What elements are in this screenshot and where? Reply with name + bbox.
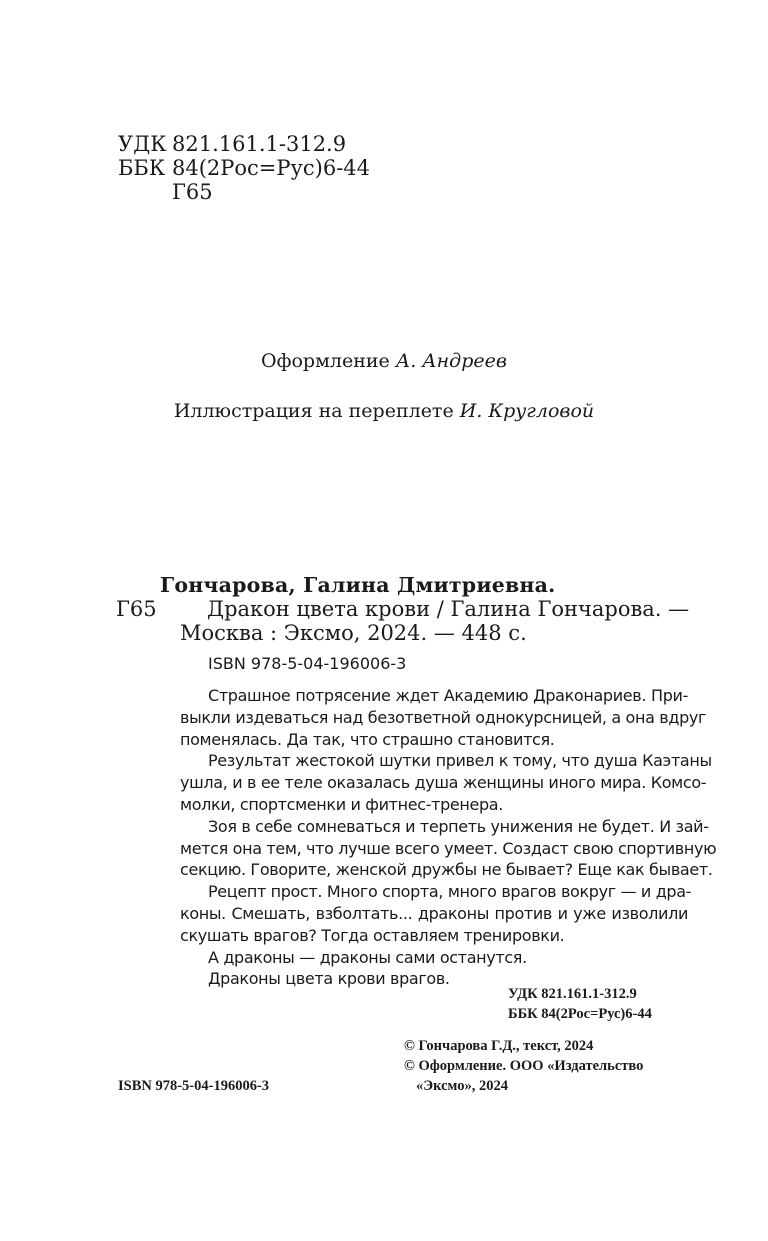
copyright-design-1: © Оформление. ООО «Издательство <box>404 1058 644 1074</box>
annotation-line: ушла, и в ее теле оказалась душа женщины иного мира. Комсо- <box>180 773 707 793</box>
illustration-label: Иллюстрация на переплете <box>173 400 454 422</box>
bib-code: Г65 <box>116 597 157 621</box>
bottom-bbk: ББК 84(2Рос=Рус)6-44 <box>508 1006 652 1022</box>
design-name: А. Андреев <box>395 350 507 372</box>
bbk-row <box>118 156 370 180</box>
annotation-line: Драконы цвета крови врагов. <box>208 969 450 989</box>
udk-label: УДК <box>118 132 167 156</box>
bottom-isbn: ISBN 978-5-04-196006-3 <box>118 1078 270 1094</box>
udk-row <box>118 132 346 156</box>
udk-value: 821.161.1-312.9 <box>172 132 347 156</box>
annotation-line: Результат жестокой шутки привел к тому, что душа Каэтаны <box>208 751 712 771</box>
annotation-line: коны. Смешать, взболтать... драконы против и уже изволили <box>180 903 688 923</box>
bottom-udk: УДК 821.161.1-312.9 <box>508 986 637 1002</box>
bib-title-line-1: Дракон цвета крови / Галина Гончарова. — <box>207 597 690 621</box>
annotation <box>180 685 717 990</box>
copyright-design-2: «Эксмо», 2024 <box>416 1078 508 1094</box>
annotation-line: мется она тем, что лучше всего умеет. Создаст свою спортивную <box>180 838 717 858</box>
bbk-label: ББК <box>118 156 166 180</box>
annotation-line: молки, спортсменки и фитнес-тренера. <box>180 794 503 814</box>
copyright-text: © Гончарова Г.Д., текст, 2024 <box>404 1038 594 1054</box>
annotation-line: выкли издеваться над безответной однокурсницей, а она вдруг <box>180 707 707 727</box>
annotation-line: А драконы — драконы сами останутся. <box>208 947 527 967</box>
bib-title-line-2: Москва : Эксмо, 2024. — 448 с. <box>180 621 527 645</box>
annotation-line: Зоя в себе сомневаться и терпеть унижения не будет. И зай- <box>208 816 709 836</box>
bbk-value: 84(2Рос=Рус)6-44 <box>172 156 371 180</box>
bib-isbn: ISBN 978-5-04-196006-3 <box>208 654 407 673</box>
design-label: Оформление <box>261 350 390 372</box>
design-credit <box>0 350 768 372</box>
author-mark-row <box>118 180 213 204</box>
annotation-line: скушать врагов? Тогда оставляем тренировки. <box>180 925 565 945</box>
illustration-name: И. Кругловой <box>459 400 595 422</box>
annotation-line: Страшное потрясение ждет Академию Драконариев. При- <box>208 686 688 705</box>
bib-author: Гончарова, Галина Дмитриевна. <box>160 573 556 597</box>
annotation-line: Рецепт прост. Много спорта, много врагов вокруг — и дра- <box>208 882 692 902</box>
illustration-credit <box>0 400 768 422</box>
author-mark: Г65 <box>172 180 213 204</box>
annotation-line: поменялась. Да так, что страшно становится. <box>180 729 555 749</box>
annotation-line: секцию. Говорите, женской дружбы не бывает? Еще как бывает. <box>180 860 713 880</box>
